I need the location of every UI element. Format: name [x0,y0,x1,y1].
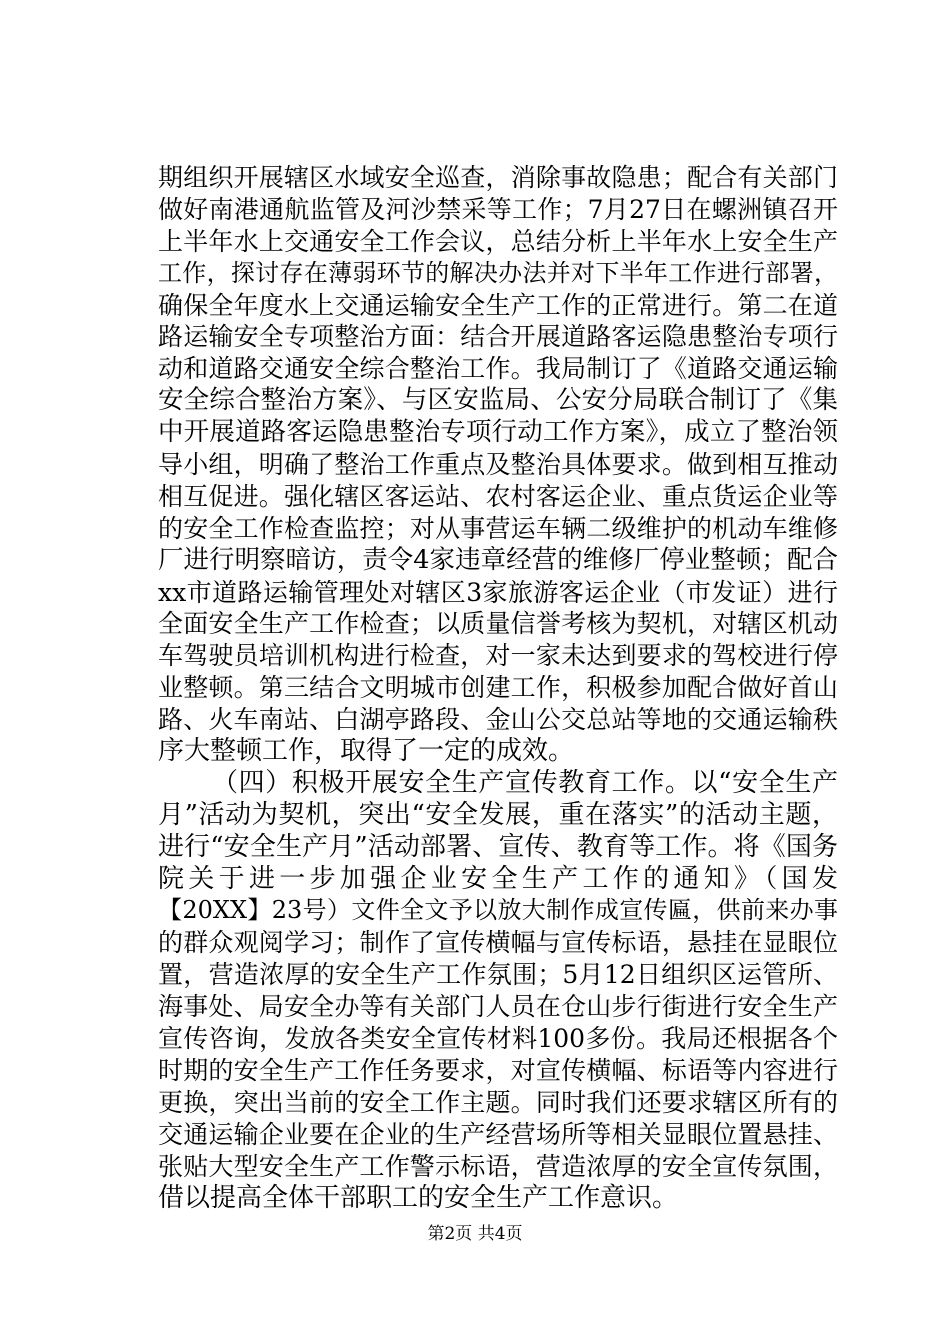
document-body [158,162,838,1214]
text-line: 更换，突出当前的安全工作主题。同时我们还要求辖区所有的 [158,1087,838,1117]
text-line: 路、火车南站、白湖亭路段、金山公交总站等地的交通运输秩 [158,705,838,735]
text-line: 期组织开展辖区水域安全巡查，消除事故隐患；配合有关部门 [158,163,838,192]
text-line: 全面安全生产工作检查；以质量信誉考核为契机，对辖区机动 [158,609,838,639]
text-line: （四）积极开展安全生产宣传教育工作。以“安全生产 [212,767,838,798]
text-line: 交通运输企业要在企业的生产经营场所等相关显眼位置悬挂、 [158,1119,838,1149]
text-line: 工作，探讨存在薄弱环节的解决办法并对下半年工作进行部署， [158,258,838,287]
text-line: 置，营造浓厚的安全生产工作氛围；5月12日组织区运管所、 [158,960,838,990]
text-line: 厂进行明察暗访，责令4家违章经营的维修厂停业整顿；配合 [158,544,838,575]
text-line: 海事处、局安全办等有关部门人员在仓山步行街进行安全生产 [158,992,838,1022]
text-line: 中开展道路客运隐患整治专项行动工作方案》，成立了整治领 [158,417,838,448]
paragraph-continued [158,162,838,768]
text-line: 的安全工作检查监控；对从事营运车辆二级维护的机动车维修 [158,513,838,543]
page-footer: 第2页 共4页 [427,1224,523,1244]
text-line: 序大整顿工作，取得了一定的成效。 [158,736,575,767]
paragraph-section-4 [158,768,838,1214]
text-line: 上半年水上交通安全工作会议，总结分析上半年水上安全生产 [158,226,838,256]
text-line: 相互促进。强化辖区客运站、农村客运企业、重点货运企业等 [158,481,838,511]
text-line: xx市道路运输管理处对辖区3家旅游客运企业（市发证）进行 [158,577,838,607]
text-line: 业整顿。第三结合文明城市创建工作，积极参加配合做好首山 [158,673,838,703]
text-line: 做好南港通航监管及河沙禁采等工作；7月27日在螺洲镇召开 [158,194,838,224]
text-line: 借以提高全体干部职工的安全生产工作意识。 [158,1182,679,1213]
text-line: 月”活动为契机，突出“安全发展，重在落实”的活动主题， [158,799,838,830]
text-line: 路运输安全专项整治方面：结合开展道路客运隐患整治专项行 [158,322,838,352]
text-line: 【20XX】23号）文件全文予以放大制作成宣传匾，供前来办事 [158,896,838,925]
text-line: 导小组，明确了整治工作重点及整治具体要求。做到相互推动 [158,450,838,480]
text-line: 的群众观阅学习；制作了宣传横幅与宣传标语，悬挂在显眼位 [158,928,838,958]
text-line: 动和道路交通安全综合整治工作。我局制订了《道路交通运输 [158,354,838,384]
text-line: 车驾驶员培训机构进行检查，对一家未达到要求的驾校进行停 [158,641,838,671]
text-line: 确保全年度水上交通运输安全生产工作的正常进行。第二在道 [158,290,838,320]
text-line: 时期的安全生产工作任务要求，对宣传横幅、标语等内容进行 [158,1055,838,1085]
text-line: 宣传咨询，发放各类安全宣传材料100多份。我局还根据各个 [158,1024,838,1054]
text-line: 张贴大型安全生产工作警示标语，营造浓厚的安全宣传氛围， [158,1151,838,1181]
text-line: 院关于进一步加强企业安全生产工作的通知》（国发 [158,863,838,894]
text-line: 安全综合整治方案》、与区安监局、公安分局联合制订了《集 [158,385,838,416]
text-line: 进行“安全生产月”活动部署、宣传、教育等工作。将《国务 [158,831,838,862]
